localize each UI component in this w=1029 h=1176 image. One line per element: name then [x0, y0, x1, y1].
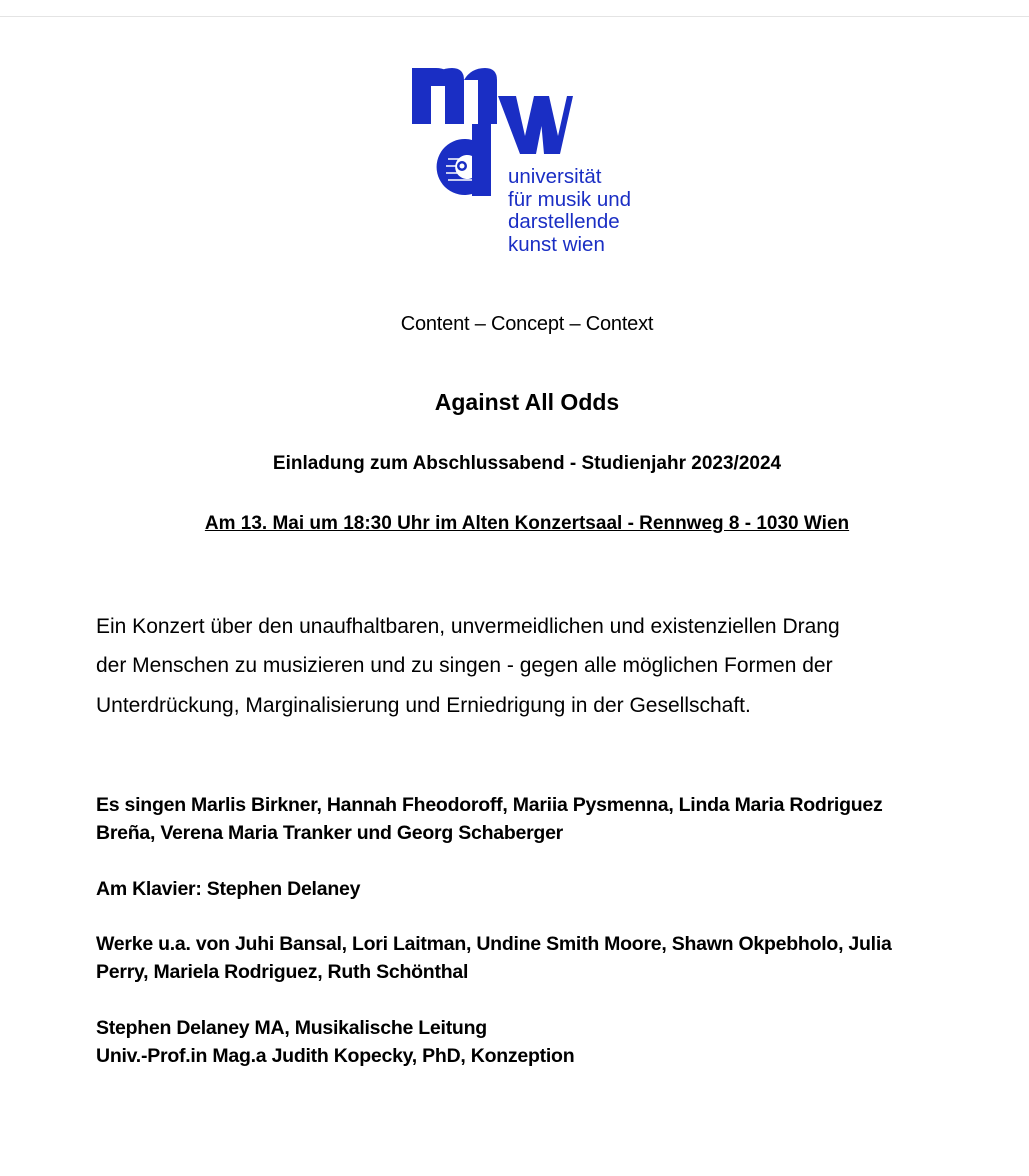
- direction-credit: [96, 1015, 956, 1070]
- mdw-logo: [412, 66, 652, 261]
- page-top-divider: [0, 16, 1029, 17]
- invitation-heading: Einladung zum Abschlussabend - Studienjahr 2023/2024: [272, 453, 782, 474]
- description-line: der Menschen zu musizieren und zu singen - gegen alle möglichen Formen der: [96, 654, 833, 678]
- event-description: [96, 607, 956, 725]
- event-title: Against All Odds: [434, 389, 620, 415]
- logo-line: kunst wien: [508, 232, 605, 256]
- piano-line: Am Klavier: Stephen Delaney: [96, 878, 361, 900]
- event-date-location: [0, 512, 1029, 536]
- series-subtitle: Content – Concept – Context: [400, 313, 654, 335]
- works-credit: [96, 931, 956, 986]
- works-line: Perry, Mariela Rodriguez, Ruth Schönthal: [96, 960, 469, 983]
- direction-line: Stephen Delaney MA, Musikalische Leitung: [96, 1017, 487, 1039]
- event-date-location-text: Am 13. Mai um 18:30 Uhr im Alten Konzertsaal - Rennweg 8 - 1030 Wien: [204, 513, 850, 534]
- piano-credit: [96, 876, 956, 904]
- description-line: Unterdrückung, Marginalisierung und Erniedrigung in der Gesellschaft.: [96, 693, 751, 717]
- singers-line: Es singen Marlis Birkner, Hannah Fheodoroff, Mariia Pysmenna, Linda Maria Rodriguez: [96, 794, 883, 816]
- singers-line: Breña, Verena Maria Tranker und Georg Schaberger: [96, 821, 564, 844]
- description-line: Ein Konzert über den unaufhaltbaren, unvermeidlichen und existenziellen Drang: [96, 615, 840, 638]
- direction-line: Univ.-Prof.in Mag.a Judith Kopecky, PhD, Konzeption: [96, 1044, 575, 1067]
- logo-wordmark: [508, 166, 631, 256]
- logo-line: darstellende: [508, 210, 620, 233]
- works-line: Werke u.a. von Juhi Bansal, Lori Laitman, Undine Smith Moore, Shawn Okpebholo, Julia: [96, 933, 892, 955]
- logo-line: universität: [508, 165, 602, 188]
- singers-credit: [96, 792, 956, 847]
- logo-line: für musik und: [508, 187, 632, 211]
